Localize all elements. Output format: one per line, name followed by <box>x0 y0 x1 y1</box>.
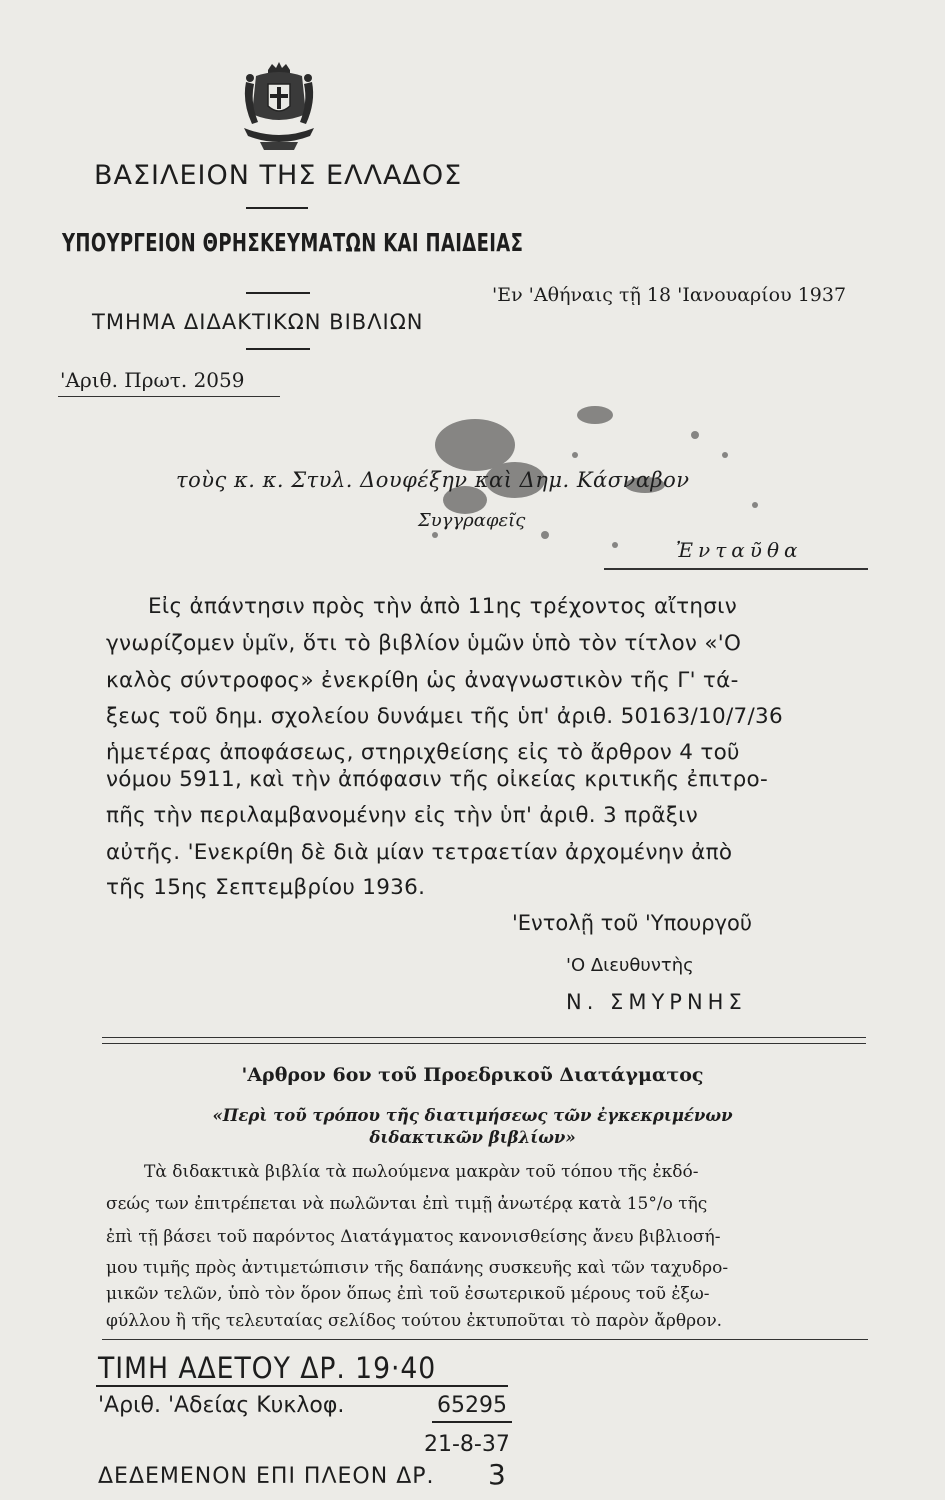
addressee-place: Ἐνταῦθα <box>676 538 803 562</box>
protocol-underline <box>58 396 280 397</box>
article-title: 'Αρθρον 6ον τοῦ Προεδρικοῦ Διατάγματος <box>241 1064 704 1086</box>
license-date: 21-8-37 <box>424 1432 510 1457</box>
license-label: 'Αριθ. 'Αδείας Κυκλοφ. <box>98 1393 345 1418</box>
kingdom-heading: ΒΑΣΙΛΕΙΟΝ ΤΗΣ ΕΛΛΑΔΟΣ <box>94 160 463 191</box>
heading-divider <box>246 292 310 294</box>
body-line: πῆς τὴν περιλαμβανομένην εἰς τὴν ὑπ' ἀριθ. 3 πρᾶξιν <box>106 803 698 828</box>
body-line: αὐτῆς. 'Ενεκρίθη δὲ διὰ μίαν τετραετίαν ἀρχομένην ἀπὸ <box>106 840 733 865</box>
article-bottom-rule <box>102 1339 868 1340</box>
section-divider <box>102 1037 866 1044</box>
body-line: νόμου 5911, καὶ τὴν ἀπόφασιν τῆς οἰκείας κριτικῆς ἐπιτρο- <box>106 767 769 792</box>
license-underline <box>432 1421 512 1423</box>
addressee-role: Συγγραφεῖς <box>418 510 526 531</box>
article-line: σεώς των ἐπιτρέπεται νὰ πωλῶνται ἐπὶ τιμῇ ἀνωτέρᾳ κατὰ 15°/ο τῆς <box>106 1194 708 1214</box>
surcharge-label: ΔΕΔΕΜΕΝΟΝ ΕΠΙ ΠΛΕΟΝ ΔΡ. <box>98 1464 435 1489</box>
price-underline <box>96 1385 508 1387</box>
protocol-number: 'Αριθ. Πρωτ. 2059 <box>60 368 245 392</box>
article-line: φύλλου ἢ τῆς τελευταίας σελίδος τούτου ἐκτυποῦται τὸ παρὸν ἄρθρον. <box>106 1311 723 1331</box>
article-subtitle: διδακτικῶν βιβλίων» <box>369 1128 576 1147</box>
body-line: Εἰς ἀπάντησιν πρὸς τὴν ἀπὸ 11ης τρέχοντος αἴτησιν <box>148 594 738 619</box>
body-line: ἡμετέρας ἀποφάσεως, στηριχθείσης εἰς τὸ ἄρθρον 4 τοῦ <box>106 740 740 765</box>
body-line: ξεως τοῦ δημ. σχολείου δυνάμει τῆς ὑπ' ἀριθ. 50163/10/7/36 <box>106 704 783 729</box>
ministry-heading: ΥΠΟΥΡΓΕΙΟΝ ΘΡΗΣΚΕΥΜΑΤΩΝ ΚΑΙ ΠΑΙΔΕΙΑΣ <box>62 228 524 257</box>
body-line: καλὸς σύντροφος» ἐνεκρίθη ὡς ἀναγνωστικὸν τῆς Γ' τά- <box>106 668 739 693</box>
article-subtitle: «Περὶ τοῦ τρόπου τῆς διατιμήσεως τῶν ἐγκεκριμένων <box>212 1106 733 1125</box>
price-stamp: ΤΙΜΗ ΑΔΕΤΟΥ ΔΡ. 19·40 <box>98 1351 437 1385</box>
article-line: μου τιμῆς πρὸς ἀντιμετώπισιν τῆς δαπάνης συσκευῆς καὶ τῶν ταχυδρο- <box>106 1258 729 1278</box>
article-line: Τὰ διδακτικὰ βιβλία τὰ πωλούμενα μακρὰν τοῦ τόπου τῆς ἐκδό- <box>144 1162 699 1182</box>
heading-divider <box>246 207 308 209</box>
body-line: γνωρίζομεν ὑμῖν, ὅτι τὸ βιβλίον ὑμῶν ὑπὸ τὸν τίτλον «'Ο <box>106 631 742 656</box>
dateline: 'Εν 'Αθήναις τῇ 18 'Ιανουαρίου 1937 <box>492 284 847 306</box>
addressee-names: τοὺς κ. κ. Στυλ. Δουφέξην καὶ Δημ. Κάσναβον <box>176 468 690 492</box>
body-line: τῆς 15ης Σεπτεμβρίου 1936. <box>106 875 426 900</box>
signature-order: 'Εντολῇ τοῦ 'Υπουργοῦ <box>512 911 752 935</box>
article-line: ἐπὶ τῇ βάσει τοῦ παρόντος Διατάγματος κανονισθείσης ἄνευ βιβλιοσή- <box>106 1227 721 1247</box>
article-line: μικῶν τελῶν, ὑπὸ τὸν ὅρον ὅπως ἐπὶ τοῦ ἐσωτερικοῦ μέρους τοῦ ἐξω- <box>106 1284 710 1304</box>
signature-name: Ν. ΣΜΥΡΝΗΣ <box>566 990 747 1014</box>
place-underline <box>604 568 868 570</box>
department-heading: ΤΜΗΜΑ ΔΙΔΑΚΤΙΚΩΝ ΒΙΒΛΙΩΝ <box>92 310 424 334</box>
surcharge-value: 3 <box>488 1458 506 1491</box>
royal-coat-of-arms-icon <box>238 62 320 154</box>
signature-title: 'Ο Διευθυντὴς <box>566 955 694 976</box>
heading-divider <box>246 348 310 350</box>
license-number: 65295 <box>437 1393 507 1418</box>
